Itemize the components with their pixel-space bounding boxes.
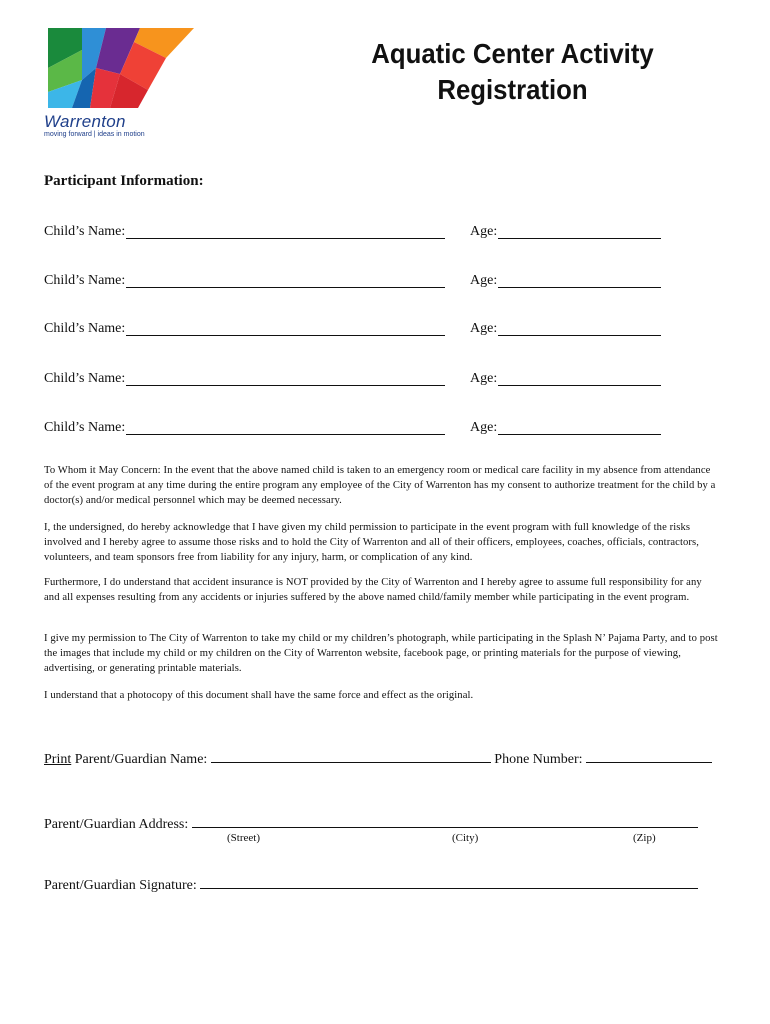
child-row [44,321,704,341]
child-name-field[interactable] [126,238,445,239]
guardian-signature-field[interactable] [200,877,698,889]
child-row [44,224,704,244]
address-street-caption: (Street) [227,832,260,844]
child-age-label: Age: [470,321,498,336]
child-name-field[interactable] [126,287,445,288]
child-age-field[interactable] [498,434,661,435]
page-title: Aquatic Center Activity Registration [371,38,654,105]
child-name-label: Child’s Name: [44,420,126,435]
guardian-address-label: Parent/Guardian Address: [44,817,192,832]
guardian-name-label: Parent/Guardian Name: [71,752,211,767]
consent-paragraph-photo: I give my permission to The City of Warrenton to take my child or my children’s photograph, while participating in the Splash N’ Pajama Party, and to post the images that include my child or my children on the City of Warrenton website, facebook page, or printing materials for the purpose of viewing, advertising, or generating printable materials. [44,633,718,674]
consent-paragraph-insurance: Furthermore, I do understand that accident insurance is NOT provided by the City of Warrenton and I hereby agree to assume full responsibility for any and all expenses resulting from any accidents or injuries suffered by the above named child/family member while participating in the event program. [44,577,702,603]
consent-paragraph-medical: To Whom it May Concern: In the event that the above named child is taken to an emergency room or medical care facility in my absence from attendance of the event program at any time during the entire program any employee of the City of Warrenton has my consent to authorize treatment for the child by a doctor(s) and/or medical personnel which may be deemed necessary. [44,465,716,506]
child-name-field[interactable] [126,434,445,435]
guardian-name-row [44,751,712,768]
child-age-field[interactable] [498,385,661,386]
child-name-label: Child’s Name: [44,321,126,336]
guardian-signature-row [44,877,698,894]
guardian-signature-label: Parent/Guardian Signature: [44,878,201,893]
phone-number-label: Phone Number: [490,752,587,767]
child-age-field[interactable] [498,335,661,336]
child-age-label: Age: [470,371,498,386]
child-age-label: Age: [470,273,498,288]
child-name-label: Child’s Name: [44,273,126,288]
child-age-label: Age: [470,420,498,435]
logo-mark-icon [44,28,196,112]
child-age-label: Age: [470,224,498,239]
guardian-address-row [44,816,698,833]
child-row [44,273,704,293]
child-name-label: Child’s Name: [44,224,126,239]
participant-section-heading: Participant Information: [44,173,204,189]
child-name-field[interactable] [126,335,445,336]
warrenton-logo [44,28,196,140]
child-row [44,420,704,440]
consent-paragraph-liability: I, the undersigned, do hereby acknowledge that I have given my child permission to participate in the event program with full knowledge of the risks involved and I hereby agree to assume those risks and to hold the City of Warrenton and all of their officers, employees, coaches, officials, contractors, volunteers, and team sponsors free from liability for any injury, harm, or complication of any kind. [44,522,699,563]
address-city-caption: (City) [452,832,479,844]
print-word: Print [44,752,72,767]
child-age-field[interactable] [498,238,661,239]
child-row [44,371,704,391]
logo-tagline: moving forward | ideas in motion [44,131,145,138]
logo-wordmark: Warrenton [44,112,126,131]
guardian-address-field[interactable] [192,816,698,828]
child-name-label: Child’s Name: [44,371,126,386]
address-zip-caption: (Zip) [633,832,656,844]
child-name-field[interactable] [126,385,445,386]
phone-number-field[interactable] [586,751,712,763]
child-age-field[interactable] [498,287,661,288]
guardian-name-field[interactable] [211,751,491,763]
consent-paragraph-photocopy: I understand that a photocopy of this document shall have the same force and effect as the original. [44,690,474,701]
